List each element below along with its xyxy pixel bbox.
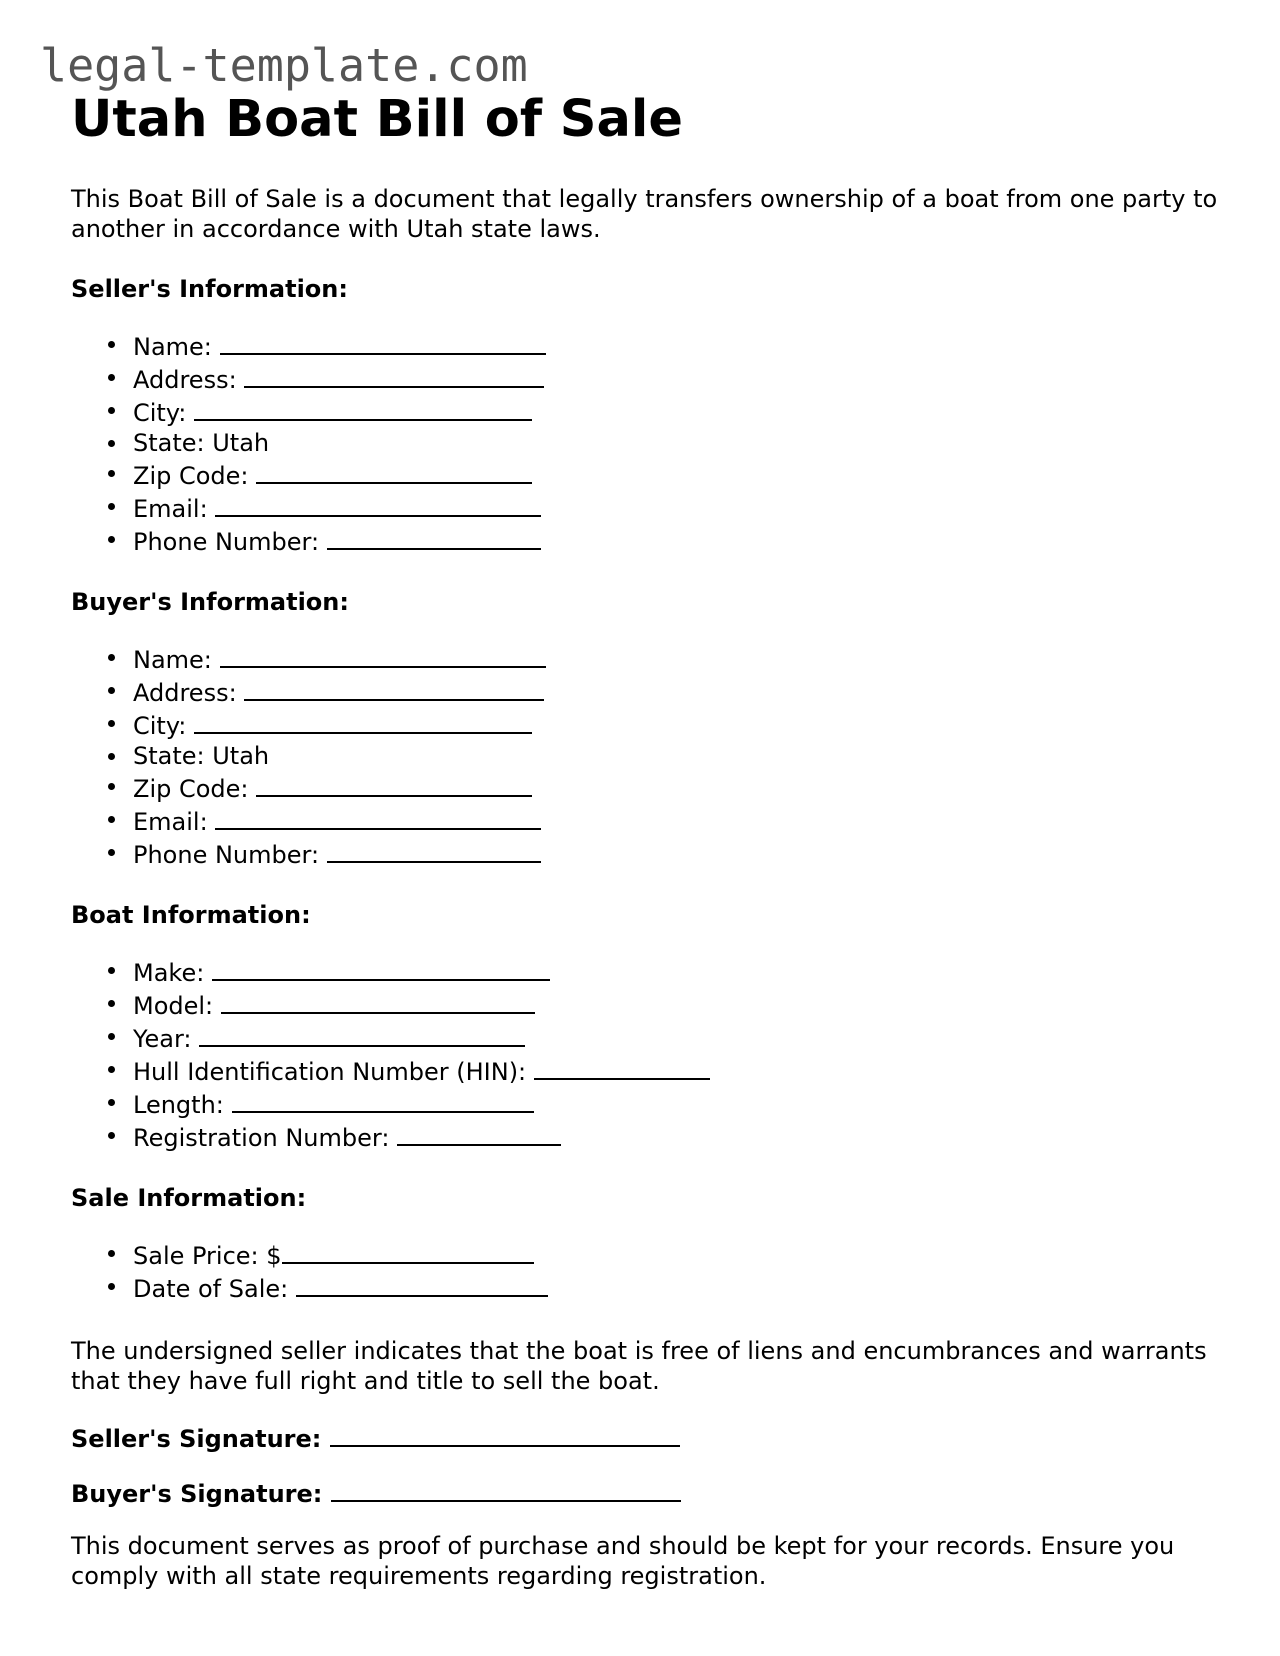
buyer-address-item — [71, 675, 1221, 708]
buyer-state-label: State: Utah — [133, 742, 270, 770]
buyer-signature-line — [71, 1476, 1221, 1509]
buyer-email-label: Email: — [133, 808, 208, 836]
buyer-zip-label: Zip Code: — [133, 775, 249, 803]
seller-zip-item — [71, 458, 1221, 491]
page-title: Utah Boat Bill of Sale — [71, 90, 683, 149]
sale-price-blank[interactable] — [282, 1238, 534, 1264]
seller-city-blank[interactable] — [194, 395, 532, 421]
buyer-email-blank[interactable] — [215, 804, 541, 830]
buyer-signature-blank[interactable] — [331, 1476, 681, 1502]
buyer-address-blank[interactable] — [244, 675, 544, 701]
boat-make-item — [71, 955, 1221, 988]
boat-make-blank[interactable] — [212, 955, 550, 981]
buyer-city-label: City: — [133, 712, 187, 740]
buyer-section-heading: Buyer's Information: — [71, 588, 349, 616]
sale-price-item — [71, 1238, 1221, 1271]
seller-name-blank[interactable] — [220, 329, 546, 355]
seller-phone-blank[interactable] — [327, 524, 541, 550]
seller-city-item — [71, 395, 1221, 428]
buyer-name-item — [71, 642, 1221, 675]
boat-length-label: Length: — [133, 1091, 224, 1119]
seller-zip-label: Zip Code: — [133, 462, 249, 490]
seller-phone-item — [71, 524, 1221, 557]
seller-state-item — [71, 428, 1221, 458]
buyer-fields-list — [71, 642, 1221, 870]
sale-date-label: Date of Sale: — [133, 1275, 289, 1303]
seller-email-blank[interactable] — [215, 491, 541, 517]
boat-year-item — [71, 1021, 1221, 1054]
boat-make-label: Make: — [133, 959, 205, 987]
boat-registration-item — [71, 1120, 1221, 1153]
boat-year-label: Year: — [133, 1025, 192, 1053]
boat-section-heading: Boat Information: — [71, 901, 311, 929]
boat-model-item — [71, 988, 1221, 1021]
boat-fields-list — [71, 955, 1221, 1153]
boat-length-blank[interactable] — [232, 1087, 534, 1113]
buyer-zip-blank[interactable] — [256, 771, 532, 797]
seller-city-label: City: — [133, 399, 187, 427]
boat-hin-label: Hull Identification Number (HIN): — [133, 1058, 527, 1086]
sale-section-heading: Sale Information: — [71, 1184, 307, 1212]
buyer-zip-item — [71, 771, 1221, 804]
boat-registration-label: Registration Number: — [133, 1124, 390, 1152]
seller-email-item — [71, 491, 1221, 524]
buyer-email-item — [71, 804, 1221, 837]
buyer-state-item — [71, 741, 1221, 771]
boat-year-blank[interactable] — [199, 1021, 525, 1047]
seller-email-label: Email: — [133, 495, 208, 523]
seller-name-item — [71, 329, 1221, 362]
buyer-phone-item — [71, 837, 1221, 870]
boat-model-label: Model: — [133, 992, 214, 1020]
buyer-phone-label: Phone Number: — [133, 841, 320, 869]
boat-length-item — [71, 1087, 1221, 1120]
boat-model-blank[interactable] — [221, 988, 535, 1014]
document-page — [71, 88, 1221, 1591]
boat-hin-blank[interactable] — [534, 1054, 710, 1080]
seller-signature-line — [71, 1421, 1221, 1454]
seller-name-label: Name: — [133, 333, 212, 361]
seller-zip-blank[interactable] — [256, 458, 532, 484]
buyer-address-label: Address: — [133, 679, 237, 707]
sale-date-item — [71, 1271, 1221, 1304]
seller-address-label: Address: — [133, 366, 237, 394]
buyer-phone-blank[interactable] — [327, 837, 541, 863]
buyer-city-blank[interactable] — [194, 708, 532, 734]
buyer-city-item — [71, 708, 1221, 741]
watermark: legal-template.com — [40, 39, 528, 92]
seller-section-heading: Seller's Information: — [71, 275, 348, 303]
boat-registration-blank[interactable] — [397, 1120, 561, 1146]
seller-address-blank[interactable] — [244, 362, 544, 388]
buyer-name-blank[interactable] — [220, 642, 546, 668]
seller-signature-label: Seller's Signature: — [71, 1425, 322, 1453]
buyer-signature-label: Buyer's Signature: — [71, 1480, 323, 1508]
seller-phone-label: Phone Number: — [133, 528, 320, 556]
seller-signature-blank[interactable] — [330, 1421, 680, 1447]
boat-hin-item — [71, 1054, 1221, 1087]
seller-address-item — [71, 362, 1221, 395]
intro-paragraph: This Boat Bill of Sale is a document that legally transfers ownership of a boat from one party to another in accordance with Utah state laws. — [71, 185, 1218, 243]
sale-price-label: Sale Price: $ — [133, 1242, 282, 1270]
buyer-name-label: Name: — [133, 646, 212, 674]
sale-fields-list — [71, 1238, 1221, 1304]
seller-state-label: State: Utah — [133, 429, 270, 457]
sale-date-blank[interactable] — [296, 1271, 548, 1297]
seller-fields-list — [71, 329, 1221, 557]
seller-warranty-statement: The undersigned seller indicates that the boat is free of liens and encumbrances and warrants that they have full right and title to sell the boat. — [71, 1337, 1207, 1395]
closing-paragraph: This document serves as proof of purchase and should be kept for your records. Ensure you comply with all state requirements regarding registration. — [71, 1532, 1175, 1590]
